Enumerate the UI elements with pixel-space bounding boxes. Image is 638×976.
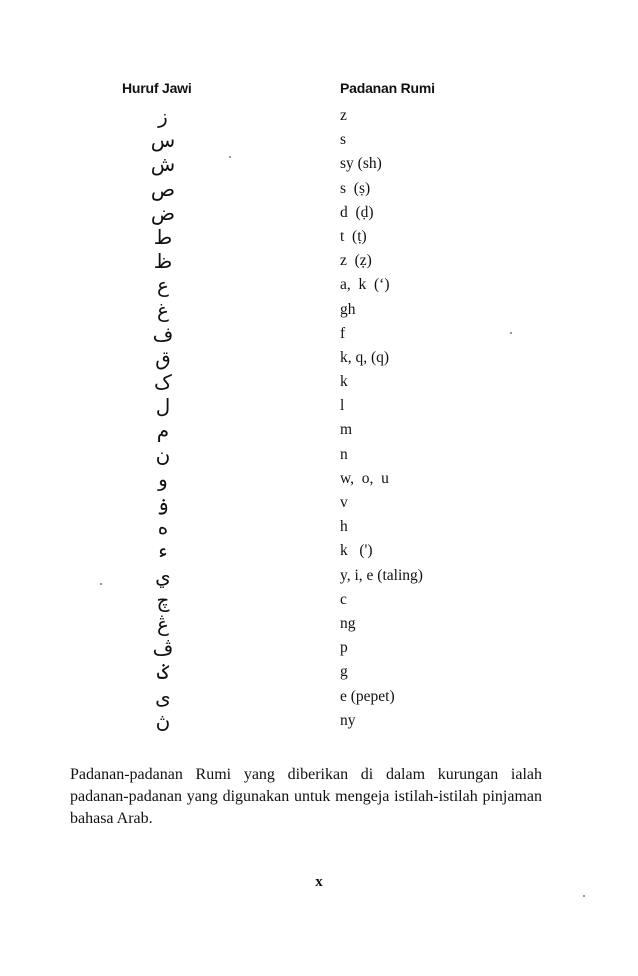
scan-speck: [100, 583, 102, 585]
jawi-letter: و: [158, 466, 168, 491]
jawi-letter: ف: [152, 321, 174, 346]
jawi-letter: ظ: [153, 249, 173, 274]
rumi-equivalent: z (ẓ): [340, 252, 372, 270]
rumi-equivalent: m: [340, 421, 353, 439]
jawi-letter: ݢ: [157, 660, 169, 685]
table-row: [0, 709, 638, 733]
rumi-equivalent: s (ṣ): [340, 179, 371, 197]
rumi-equivalent: ny: [340, 711, 356, 729]
table-row: [0, 467, 638, 491]
jawi-letter: ء: [158, 539, 168, 564]
table-row: [0, 370, 638, 394]
jawi-letter: ه: [157, 515, 169, 540]
scan-speck: [229, 156, 231, 158]
rumi-equivalent: y, i, e (taling): [340, 566, 423, 584]
jawi-letter: ط: [153, 224, 173, 249]
jawi-letter: غ: [157, 297, 169, 322]
table-row: [0, 346, 638, 370]
jawi-letter: ن: [155, 442, 171, 467]
jawi-letter: ۏ: [157, 491, 169, 515]
table-row: [0, 152, 638, 176]
rumi-equivalent: g: [340, 663, 348, 681]
jawi-letter: ي: [155, 563, 171, 588]
rumi-equivalent: h: [340, 518, 348, 536]
table-row: [0, 394, 638, 418]
rumi-equivalent: c: [340, 590, 347, 608]
table-row: [0, 588, 638, 612]
rumi-equivalent: n: [340, 445, 348, 463]
page-number: x: [315, 874, 323, 890]
table-row: [0, 128, 638, 152]
rumi-equivalent: v: [340, 494, 348, 511]
rumi-equivalent: gh: [340, 300, 356, 318]
rumi-equivalent: k, q, (q): [340, 348, 390, 366]
table-row: [0, 298, 638, 322]
jawi-letter: ڠ: [157, 611, 169, 636]
scan-speck: [583, 895, 585, 897]
jawi-letter: ل: [155, 394, 171, 419]
rumi-equivalent: t (ṭ): [340, 227, 367, 245]
table-row: [0, 443, 638, 467]
jawi-letter: چ: [156, 587, 170, 612]
rumi-equivalent: k: [340, 373, 348, 391]
table-row: [0, 177, 638, 201]
rumi-equivalent: e (pepet): [340, 687, 395, 705]
table-row: [0, 273, 638, 297]
jawi-letter: م: [156, 418, 170, 443]
table-row: [0, 660, 638, 684]
rumi-equivalent: d (ḍ): [340, 203, 374, 221]
table-row: [0, 515, 638, 539]
rumi-equivalent: ng: [340, 614, 356, 632]
rumi-equivalent: z: [340, 107, 347, 124]
jawi-letter: ق: [155, 345, 171, 370]
jawi-letter: ڤ: [152, 636, 174, 661]
jawi-letter: ز: [158, 104, 168, 128]
table-row: [0, 636, 638, 660]
table-row: [0, 201, 638, 225]
scan-speck: [510, 332, 512, 334]
jawi-letter: ى: [155, 684, 171, 709]
rumi-equivalent: k ('): [340, 542, 373, 560]
jawi-letter: ض: [150, 200, 176, 225]
letter-table: [0, 104, 638, 733]
table-row: [0, 539, 638, 563]
rumi-equivalent: p: [340, 639, 348, 657]
rumi-equivalent: a, k (‘): [340, 276, 390, 294]
table-row: [0, 418, 638, 442]
table-row: [0, 322, 638, 346]
jawi-letter: ک: [154, 370, 172, 395]
rumi-equivalent: w, o, u: [340, 469, 389, 487]
explanatory-paragraph: Padanan-padanan Rumi yang diberikan di dalam kurungan ialah padanan-padanan yang digunakan untuk mengeja istilah-istilah pinjaman bahasa Arab.: [70, 766, 542, 827]
table-row: [0, 225, 638, 249]
column-header-jawi: Huruf Jawi: [122, 80, 192, 96]
jawi-letter: ڽ: [155, 708, 171, 733]
rumi-equivalent: sy (sh): [340, 155, 382, 173]
table-row: [0, 564, 638, 588]
table-row: [0, 249, 638, 273]
jawi-letter: س: [150, 128, 176, 153]
jawi-letter: ص: [150, 176, 176, 201]
rumi-equivalent: s: [340, 131, 347, 149]
table-row: [0, 685, 638, 709]
jawi-letter: ش: [150, 152, 176, 177]
table-row: [0, 491, 638, 515]
rumi-equivalent: f: [340, 324, 346, 342]
jawi-letter: ع: [157, 273, 169, 298]
rumi-equivalent: l: [340, 397, 345, 415]
table-row: [0, 104, 638, 128]
column-header-rumi: Padanan Rumi: [340, 80, 435, 96]
table-row: [0, 612, 638, 636]
